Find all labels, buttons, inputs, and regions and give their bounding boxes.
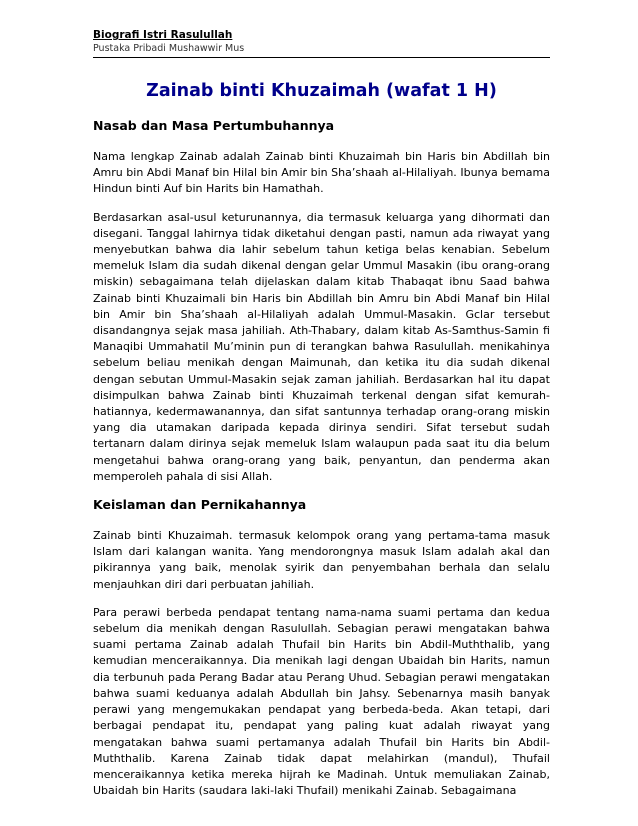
publisher-line: Pustaka Pribadi Mushawwir Mus [93, 43, 245, 54]
running-header [93, 28, 550, 58]
paragraph: Para perawi berbeda pendapat tentang nama-nama suami pertama dan kedua sebelum dia menikah dengan Rasulullah. Sebagian perawi mengatakan bahwa suami pertama Zainab adalah Thufail bin Harits bin Abdil-Muththalib, yang kemudian menceraikannya. Dia menikah lagi dengan Ubaidah bin Harits, namun dia terbunuh pada Perang Badar atau Perang Uhud. Sebagian perawi mengatakan bahwa suami keduanya adalah Abdullah bin Jahsy. Sebenarnya masih banyak perawi yang mengemukakan pendapat yang berbeda-beda. Akan tetapi, dari berbagai pendapat itu, pendapat yang paling kuat adalah riwayat yang mengatakan bahwa suami pertamanya adalah Thufail bin Harits bin Abdil-Muththalib. Karena Zainab tidak dapat melahirkan (mandul), Thufail menceraikannya ketika mereka hijrah ke Madinah. Untuk memuliakan Zainab, Ubaidah bin Harits (saudara laki-laki Thufail) menikahi Zainab. Sebagaimana [93, 605, 550, 798]
paragraph: Zainab binti Khuzaimah. termasuk kelompok orang yang pertama-tama masuk Islam dari kalangan wanita. Yang mendorongnya masuk Islam adalah akal dan pikirannya yang baik, menolak syirik dan penyembahan berhala dan selalu menjauhkan diri dari perbuatan jahiliah. [93, 529, 550, 591]
header-rule [93, 57, 550, 58]
paragraph: Berdasarkan asal-usul keturunannya, dia termasuk keluarga yang dihormati dan disegani. Tanggal lahirnya tidak diketahui dengan pasti, namun ada riwayat yang menyebutkan bahwa dia lahir sebelum tahun ketiga belas kenabian. Sebelum memeluk Islam dia sudah dikenal dengan gelar Ummul Masakin (ibu orang-orang miskin) sebagaimana telah dijelaskan dalam kitab Thabaqat ibnu Saad bahwa Zainab binti Khuzaimali bin Haris bin Abdillah bin Amru bin Abdi Manaf bin Hilal bin Amir bin Sha’shaah al-Hilaliyah adalah Ummul-Masakin. Gclar tersebut disandangnya sejak masa jahiliah. Ath-Thabary, dalam kitab As-Samthus-Samin fi Manaqibi Ummahatil Mu’minin pun di terangkan bahwa Rasulullah. menikahinya sebelum beliau menikah dengan Maimunah, dan ketika itu dia sudah dikenal dengan sebutan Ummul-Masakin sejak zaman jahiliah. Berdasarkan hal itu dapat disimpulkan bahwa Zainab binti Khuzaimah terkenal dengan sifat kemurah-hatiannya, kedermawanannya, dan sifat santunnya terhadap orang-orang miskin yang dia utamakan daripada kepada dirinya sendiri. Sifat tersebut sudah tertanarn dalam dirinya sejak memeluk Islam walaupun pada saat itu dia belum mengetahui bahwa orang-orang yang baik, penyantun, dan penderma akan memperoleh pahala di sisi Allah. [93, 210, 550, 483]
section-heading-keislaman: Keislaman dan Pernikahannya [93, 497, 307, 513]
section-heading-nasab: Nasab dan Masa Pertumbuhannya [93, 118, 335, 133]
chapter-title: Zainab binti Khuzaimah (wafat 1 H) [146, 81, 497, 101]
book-title: Biografi Istri Rasulullah [93, 29, 233, 41]
paragraph: Nama lengkap Zainab adalah Zainab binti Khuzaimah bin Haris bin Abdillah bin Amru bin Abdi Manaf bin Hilal bin Amir bin Sha’shaah al-Hilaliyah. Ibunya bemama Hindun binti Auf bin Harits bin Hamathah. [93, 150, 550, 196]
